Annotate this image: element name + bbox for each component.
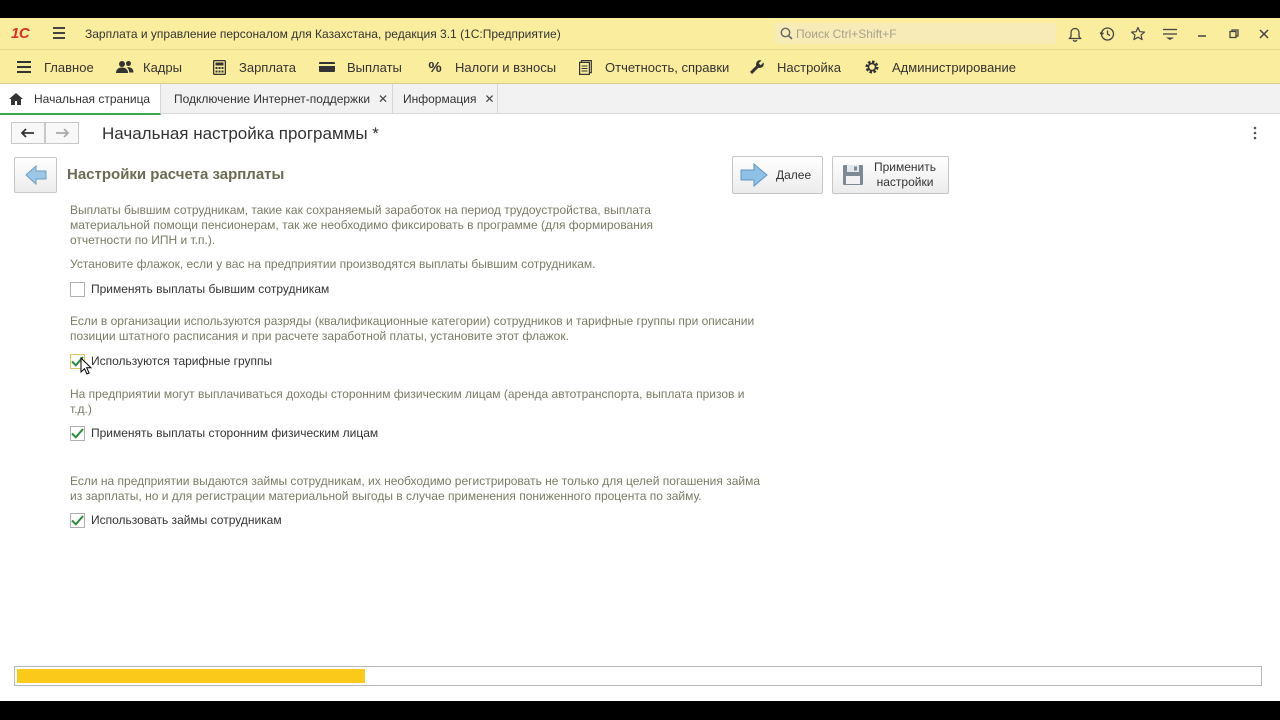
tab-internet-support[interactable] [166, 84, 393, 114]
history-icon[interactable] [1098, 25, 1116, 43]
desc-line: Если на предприятии выдаются займы сотрудникам, их необходимо регистрировать не только для целей погашения займа [70, 474, 760, 488]
section-personnel[interactable] [115, 50, 182, 84]
arrow-right-icon [55, 128, 69, 138]
checkbox-label: Используются тарифные группы [91, 354, 273, 368]
former-employees-description [70, 203, 653, 248]
app-logo: 1С [11, 25, 30, 42]
home-icon [8, 92, 24, 106]
section-taxes[interactable] [425, 50, 556, 84]
setup-progress-bar [14, 666, 1262, 686]
tab-home[interactable] [0, 84, 161, 115]
desc-line: материальной помощи пенсионерам, так же необходимо фиксировать в программе (для формирования [70, 218, 654, 232]
search-input[interactable] [796, 25, 1046, 42]
section-label: Администрирование [892, 59, 1016, 75]
main-menu-icon[interactable] [50, 23, 68, 43]
former-employees-hint: Установите флажок, если у вас на предприятии производятся выплаты бывшим сотрудникам. [70, 257, 596, 271]
tab-label: Начальная страница [34, 91, 151, 106]
previous-step-button[interactable] [14, 157, 57, 193]
third-party-checkbox[interactable] [70, 426, 85, 441]
search-box[interactable] [775, 23, 1056, 44]
section-admin[interactable] [862, 50, 1016, 84]
desc-line: Выплаты бывшим сотрудникам, такие как сохраняемый заработок на период трудоустройства, выплата [70, 203, 651, 217]
menu-lines-icon [14, 58, 34, 76]
mouse-cursor-icon [80, 357, 92, 375]
close-tab-icon[interactable]: ✕ [378, 92, 389, 106]
apply-label-line1: Применить [874, 160, 937, 174]
application-window [0, 18, 1280, 701]
section-label: Отчетность, справки [605, 59, 730, 75]
third-party-checkbox-row[interactable] [70, 424, 378, 442]
apply-button-label [874, 160, 936, 190]
big-arrow-right-icon [740, 163, 768, 187]
search-icon [780, 27, 793, 40]
next-button[interactable] [732, 156, 823, 194]
people-icon [115, 58, 135, 76]
step-title: Настройки расчета зарплаты [67, 166, 285, 183]
more-actions-icon[interactable] [1250, 124, 1260, 142]
desc-line: позиции штатного расписания и при расчете заработной платы, установите этот флажок. [70, 329, 569, 343]
arrow-left-icon [21, 128, 35, 138]
apply-label-line2: настройки [876, 175, 934, 189]
section-label: Настройка [777, 59, 841, 75]
apply-settings-button[interactable] [832, 156, 949, 194]
restore-icon[interactable] [1225, 25, 1243, 43]
desc-line: из зарплаты, но и для регистрации материальной выгоды в случае применения пониженного процента по займу. [70, 489, 702, 503]
section-salary[interactable] [209, 50, 296, 84]
section-setup[interactable] [747, 50, 841, 84]
section-label: Главное [44, 59, 94, 75]
close-icon[interactable] [1255, 25, 1273, 43]
next-button-label: Далее [776, 168, 812, 182]
desc-line: Если в организации используются разряды (квалификационные категории) сотрудников и тарифные группы при описании [70, 314, 755, 328]
close-tab-icon[interactable]: ✕ [484, 92, 495, 106]
wrench-icon [747, 58, 767, 76]
progress-fill [17, 669, 365, 683]
form-title: Начальная настройка программы * [102, 124, 379, 143]
tariff-groups-checkbox-row[interactable] [70, 352, 272, 370]
section-label: Налоги и взносы [455, 59, 557, 75]
checkbox-label: Применять выплаты бывшим сотрудникам [91, 282, 330, 296]
checkmark-icon [71, 515, 84, 526]
percent-icon: % [428, 58, 442, 76]
desc-line: отчетности по ИПН и т.п.). [70, 233, 216, 247]
checkmark-icon [71, 428, 84, 439]
loans-description [70, 474, 760, 504]
back-nav-button[interactable] [11, 122, 45, 144]
checkbox-label: Применять выплаты сторонним физическим лицам [91, 426, 379, 440]
tab-information[interactable] [395, 84, 498, 114]
star-icon[interactable] [1129, 25, 1147, 43]
save-disk-icon [842, 164, 864, 186]
wallet-icon [317, 58, 337, 76]
section-label: Выплаты [347, 59, 402, 75]
tariff-groups-description [70, 314, 754, 344]
checkbox-label: Использовать займы сотрудникам [91, 513, 282, 527]
settings-menu-icon[interactable] [1161, 25, 1179, 43]
desc-line: т.д.) [70, 402, 92, 416]
minimize-icon[interactable] [1193, 25, 1211, 43]
section-reports[interactable] [575, 50, 729, 84]
former-employees-checkbox[interactable] [70, 282, 85, 297]
desc-line: На предприятии могут выплачиваться доходы сторонним физическим лицам (аренда автотранспорта, выплата призов и [70, 387, 745, 401]
section-label: Кадры [143, 59, 182, 75]
former-employees-checkbox-row[interactable] [70, 280, 329, 298]
bell-icon[interactable] [1066, 25, 1084, 43]
section-main[interactable] [14, 50, 94, 84]
big-arrow-left-icon [25, 165, 47, 185]
forward-nav-button[interactable] [45, 122, 79, 144]
third-party-description [70, 387, 744, 417]
loans-checkbox-row[interactable] [70, 511, 282, 529]
report-icon [575, 58, 595, 76]
open-windows-bar [0, 84, 1280, 114]
section-payments[interactable] [317, 50, 402, 84]
gear-icon [862, 58, 882, 76]
app-title: Зарплата и управление персоналом для Казахстана, редакция 3.1 (1С:Предприятие) [85, 27, 561, 41]
calculator-icon [209, 58, 229, 76]
sections-panel [0, 49, 1280, 84]
tab-label: Подключение Интернет-поддержки [174, 92, 371, 106]
title-bar [0, 18, 1280, 49]
tab-label: Информация [403, 92, 477, 106]
section-label: Зарплата [239, 59, 296, 75]
loans-checkbox[interactable] [70, 513, 85, 528]
